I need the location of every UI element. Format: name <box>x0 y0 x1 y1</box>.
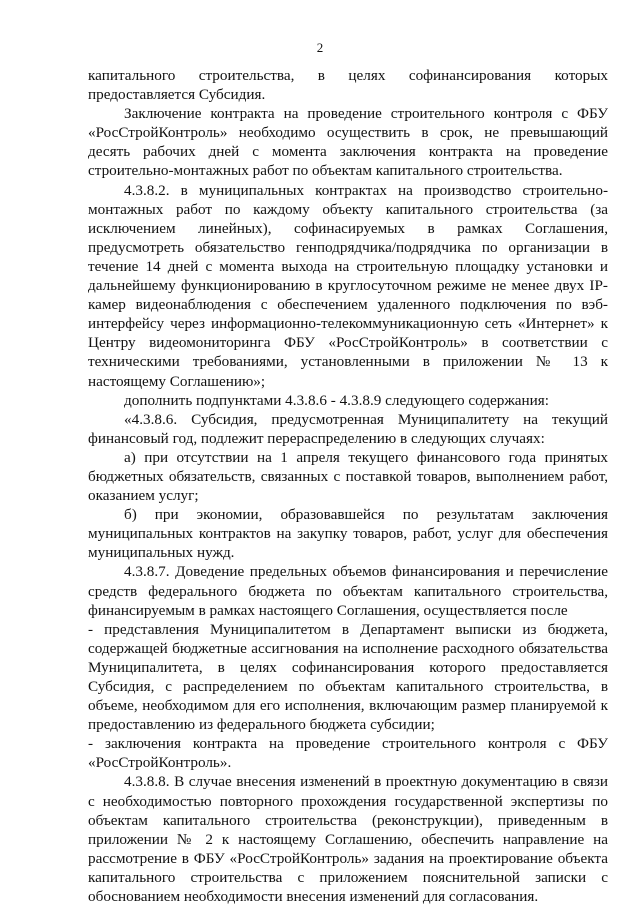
paragraph-item-a: а) при отсутствии на 1 апреля текущего финансового года принятых бюджетных обязательств, связанных с поставкой товаров, выполнением работ, оказанием услуг; <box>88 448 608 505</box>
document-body <box>88 66 608 906</box>
paragraph-4-3-8-2: 4.3.8.2. в муниципальных контрактах на производство строительно-монтажных работ по каждому объекту капитального строительства (за исключением линейных), софинасируемых в рамках Соглашения, предусмотреть обязательство генподрядчика/подрядчика по организации в течение 14 дней с момента выхода на строительную площадку установки и дальнейшему функционированию в круглосуточном режиме не менее двух IP-камер видеонаблюдения с обеспечением удаленного подключения по вэб-интерфейсу через информационно-телекоммуникационную сеть «Интернет» к Центру видеомониторинга ФБУ «РосСтройКонтроль» в соответствии с техническими требованиями, установленными в приложении № 13 к настоящему Соглашению»; <box>88 181 608 390</box>
paragraph-4-3-8-6: «4.3.8.6. Субсидия, предусмотренная Муниципалитету на текущий финансовый год, подлежит перераспределению в следующих случаях: <box>88 410 608 447</box>
page-number: 2 <box>316 40 324 55</box>
paragraph-dash-budget-extract: - представления Муниципалитетом в Департамент выписки из бюджета, содержащей бюджетные ассигнования на исполнение расходного обязательства Муниципалитета, в целях софинансирования которого предоставляется Субсидия, с распределением по объектам капитального строительства, в объеме, необходимом для его исполнения, включающим размер планируемой к предоставлению из федерального бюджета субсидии; <box>88 620 608 734</box>
paragraph-intro-continuation: капитального строительства, в целях софинансирования которых предоставляется Субсидия. <box>88 67 608 104</box>
paragraph-4-3-8-7: 4.3.8.7. Доведение предельных объемов финансирования и перечисление средств федерального бюджета по объектам капитального строительства, финансируемым в рамках настоящего Соглашения, осуществляется после <box>88 563 608 619</box>
paragraph-item-b: б) при экономии, образовавшейся по результатам заключения муниципальных контрактов на закупку товаров, работ, услуг для обеспечения муниципальных нужд. <box>88 506 608 562</box>
paragraph-contract-term: Заключение контракта на проведение строительного контроля с ФБУ «РосСтройКонтроль» необходимо осуществить в срок, не превышающий десять рабочих дней с момента заключения контракта на проведение строительно-монтажных работ по объектам капитального строительства. <box>88 105 608 180</box>
paragraph-amendment-intro: дополнить подпунктами 4.3.8.6 - 4.3.8.9 следующего содержания: <box>124 391 550 409</box>
paragraph-dash-control-contract: - заключения контракта на проведение строительного контроля с ФБУ «РосСтройКонтроль». <box>88 735 608 772</box>
paragraph-4-3-8-8: 4.3.8.8. В случае внесения изменений в проектную документацию в связи с необходимостью повторного прохождения государственной экспертизы по объектам капитального строительства (реконструкции), приведенным в приложении № 2 к настоящему Соглашению, обеспечить направление на рассмотрение в ФБУ «РосСтройКонтроль» задания на проектирование объекта капитального строительства с приложением пояснительной записки с обоснованием необходимости внесения изменений для согласования. <box>88 773 608 906</box>
